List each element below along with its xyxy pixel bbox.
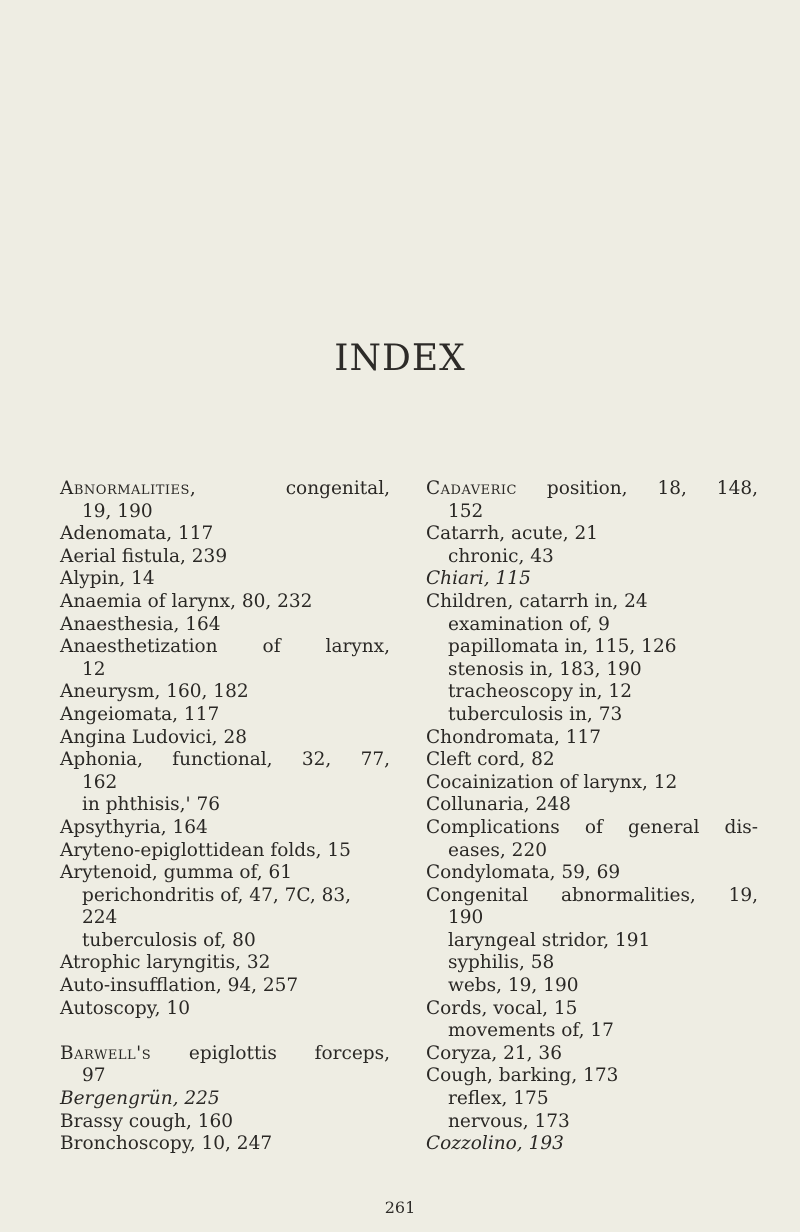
index-entry: Alypin, 14 [60,568,155,590]
index-entry: Arytenoid, gumma of, 61 [60,862,292,884]
index-entry: stenosis in, 183, 190 [448,658,642,680]
index-entry: Autoscopy, 10 [60,997,190,1019]
entry-lead-word: Abnormalities, [60,478,197,499]
index-entry: Aneurysm, 160, 182 [60,681,249,703]
index-entry: Auto-insufflation, 94, 257 [60,975,299,997]
index-entry: webs, 19, 190 [448,975,579,997]
index-entry: 12 [82,658,106,680]
index-entry: 190 [448,907,484,929]
index-entry: Chiari, 115 [426,568,531,590]
entry-lead-word: Cadaveric [426,478,517,499]
index-entry: nervous, 173 [448,1110,570,1132]
entry-lead-word: Barwell's [60,1042,152,1064]
index-entry: Cough, barking, 173 [426,1065,619,1087]
index-entry: Coryza, 21, 36 [426,1042,562,1064]
page-title: INDEX [334,338,466,379]
index-entry: in phthisis,' 76 [82,794,221,816]
index-entry [426,478,758,501]
index-entry: Apsythyria, 164 [60,816,208,838]
index-entry: chronic, 43 [448,545,554,567]
entry-rest: position, 18, 148, [516,478,758,499]
index-entry: examination of, 9 [448,613,610,635]
index-entry [60,478,390,501]
page-number: 261 [384,1198,416,1217]
index-entry: Complications of general dis- [426,816,758,838]
index-column-left [60,478,390,1156]
index-entry: Bergengrün, 225 [60,1088,220,1110]
index-entry: syphilis, 58 [448,952,555,974]
index-entry: Brassy cough, 160 [60,1110,234,1132]
index-entry: Chondromata, 117 [426,726,602,748]
index-entry: Cozzolino, 193 [426,1133,564,1155]
index-entry: Collunaria, 248 [426,794,571,816]
index-entry: Bronchoscopy, 10, 247 [60,1133,273,1155]
index-entry: Condylomata, 59, 69 [426,862,621,884]
index-entry: perichondritis of, 47, 7C, 83, [82,884,352,906]
index-entry: laryngeal stridor, 191 [448,929,651,951]
index-entry: eases, 220 [448,839,547,861]
index-column-right [426,478,758,1156]
index-entry: Children, catarrh in, 24 [426,590,648,612]
index-entry [60,1043,390,1066]
index-entry: Angeiomata, 117 [60,703,220,725]
index-entry: 162 [82,771,118,793]
index-entry: Cords, vocal, 15 [426,997,578,1019]
index-entry: reflex, 175 [448,1088,549,1110]
index-entry: Cocainization of larynx, 12 [426,771,678,793]
index-entry: Anaemia of larynx, 80, 232 [60,590,313,612]
index-entry: movements of, 17 [448,1020,614,1042]
index-entry: tuberculosis of, 80 [82,929,256,951]
index-entry: Aryteno-epiglottidean folds, 15 [60,839,351,861]
index-entry: Anaesthesia, 164 [60,613,221,635]
index-entry: Catarrh, acute, 21 [426,523,599,545]
index-entry: 224 [82,907,118,929]
index-entry: 152 [448,500,484,522]
index-entry: Cleft cord, 82 [426,749,555,771]
index-entry: papillomata in, 115, 126 [448,636,677,658]
index-entry: Angina Ludovici, 28 [60,726,247,748]
index-entry: tuberculosis in, 73 [448,703,623,725]
index-entry: Aphonia, functional, 32, 77, [60,749,390,771]
index-entry: Congenital abnormalities, 19, [426,884,758,906]
index-entry: 19, 190 [82,500,153,522]
index-entry: Aerial fistula, 239 [60,545,228,567]
entry-rest: epiglottis forceps, [151,1042,390,1064]
index-entry: Anaesthetization of larynx, [60,636,390,658]
index-entry: Adenomata, 117 [60,523,214,545]
index-entry: Atrophic laryngitis, 32 [60,952,271,974]
entry-rest: congenital, [196,478,390,499]
index-entry: 97 [82,1065,106,1087]
index-entry: tracheoscopy in, 12 [448,681,632,703]
